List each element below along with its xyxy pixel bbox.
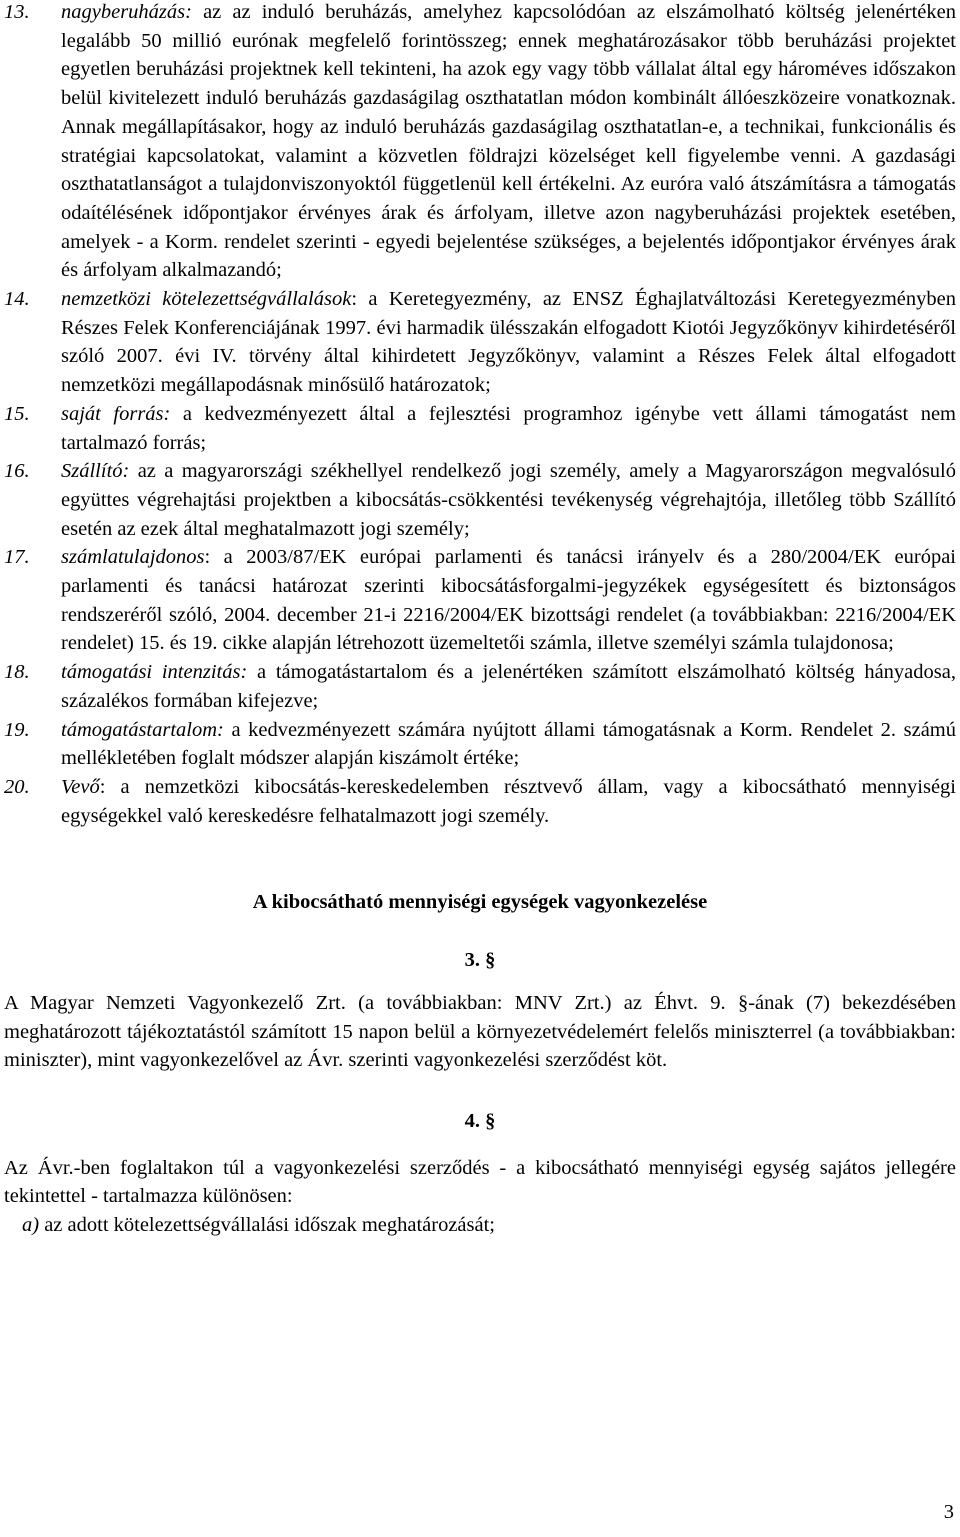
defined-term: számlatulajdonos [61,546,205,569]
sub-item-a [4,1211,956,1240]
definition-text: az a magyarországi székhellyel rendelkező jogi személy, amely a Magyarországon megvalósuló együttes végrehajtási projektben a kibocsátás-csökkentési tevékenység végrehajtója, illetőleg több Szállító esetén az ezek által meghatalmazott jogi személy; [61,460,956,540]
definition-item-19 [4,716,956,773]
definition-text: : a Keretegyezmény, az ENSZ Éghajlatváltozási Keretegyezményben Részes Felek Konferenciájának 1997. évi harmadik ülésszakán elfogadott Kiotói Jegyzőkönyv kihirdetéséről szóló 2007. évi IV. törvény által kihirdetett Jegyzőkönyv, valamint a Részes Felek által elfogadott nemzetközi megállapodásnak minősülő határozatok; [61,288,956,397]
sub-item-text: az adott kötelezettségvállalási időszak meghatározását; [39,1214,496,1237]
definition-text: : a nemzetközi kibocsátás-kereskedelemben résztvevő állam, vagy a kibocsátható mennyiségi egységekkel való kereskedésre felhatalmazott jogi személy. [61,775,956,827]
section-4-title: 4. § [464,1109,496,1132]
definition-text: az az induló beruházás, amelyhez kapcsolódóan az elszámolható költség jelenértéken legalább 50 millió eurónak megfelelő forintösszeg; ennek meghatározásakor több beruházási projektet egyetlen beruházási projektnek kell tekinteni, ha azok egy vagy több vállalat által egy hároméves időszakon belül kivitelezett induló beruházás gazdaságilag oszthatatlan módon kombinált állóeszközeire vonatkoznak. Annak megállapításakor, hogy az induló beruházás gazdaságilag oszthatatlan-e, a technikai, funkcionális és stratégiai kapcsolatokat, valamint a közvetlen földrajzi közelséget kell figyelembe venni. A gazdasági oszthatatlanságot a tulajdonviszonyoktól függetlenül kell értékelni. Az euróra való átszámításra a támogatás odaítélésének időpontjakor érvényes árak és árfolyam, illetve azon nagyberuházási projektek esetében, amelyek - a Korm. rendelet szerinti - egyedi bejelentése szükséges, a bejelentés időpontjakor érvényes árak és árfolyam alkalmazandó; [61,1,956,282]
defined-term: nemzetközi kötelezettségvállalások [61,288,352,311]
item-number: 16. [4,460,30,483]
definition-item-20 [4,773,956,830]
definition-item-14 [4,285,956,400]
definition-text: a támogatástartalom és a jelenértéken számított elszámolható költség hányadosa, százalékos formában kifejezve; [61,661,956,712]
defined-term: Vevő [61,775,100,798]
item-number: 15. [4,402,30,425]
item-number: 14. [4,288,30,311]
defined-term: nagyberuházás: [61,1,192,23]
defined-term: saját forrás: [61,402,171,425]
page-number: 3 [943,1501,954,1523]
definition-text: a kedvezményezett számára nyújtott állami támogatásnak a Korm. Rendelet 2. számú mellékletében foglalt módszer alapján kiszámolt értéke; [61,718,956,770]
chapter-heading: A kibocsátható mennyiségi egységek vagyonkezelése [252,891,708,914]
definition-item-15 [4,400,956,457]
definition-item-13 [4,0,956,285]
item-number: 18. [4,661,30,684]
defined-term: Szállító: [61,460,130,483]
defined-term: támogatási intenzitás: [61,661,248,684]
section-4-text: Az Ávr.-ben foglaltakon túl a vagyonkezelési szerződés - a kibocsátható mennyiségi egység sajátos jellegére tekintettel - tartalmazza különösen: [4,1156,956,1208]
sub-item-letter: a) [22,1214,40,1237]
document-page [4,0,956,1240]
definition-item-18 [4,658,956,715]
section-3-title: 3. § [464,949,496,972]
definition-text: a kedvezményezett által a fejlesztési programhoz igénybe vett állami támogatást nem tartalmazó forrás; [61,402,957,454]
defined-term: támogatástartalom: [61,718,224,741]
definitions-list [4,0,956,830]
item-number: 17. [4,546,30,569]
section-3-text: A Magyar Nemzeti Vagyonkezelő Zrt. (a továbbiakban: MNV Zrt.) az Éhvt. 9. §-ának (7) bekezdésében meghatározott tájékoztatástól számított 15 napon belül a környezetvédelemért felelős miniszterrel (a továbbiakban: miniszter), mint vagyonkezelővel az Ávr. szerinti vagyonkezelési szerződést köt. [4,991,956,1072]
definition-item-16 [4,457,956,543]
definition-text: : a 2003/87/EK európai parlamenti és tanácsi irányelv és a 280/2004/EK európai parlamenti és tanácsi határozat szerinti kibocsátásforgalmi-jegyzékek egységesített és biztonságos rendszeréről szóló, 2004. december 21-i 2216/2004/EK bizottsági rendelet (a továbbiakban: 2216/2004/EK rendelet) 15. és 19. cikke alapján létrehozott üzemeltetői számla, illetve személyi számla tulajdonosa; [61,546,956,655]
definition-item-17 [4,543,956,658]
item-number: 20. [4,775,30,798]
item-number: 19. [4,718,30,741]
item-number: 13. [4,1,30,23]
